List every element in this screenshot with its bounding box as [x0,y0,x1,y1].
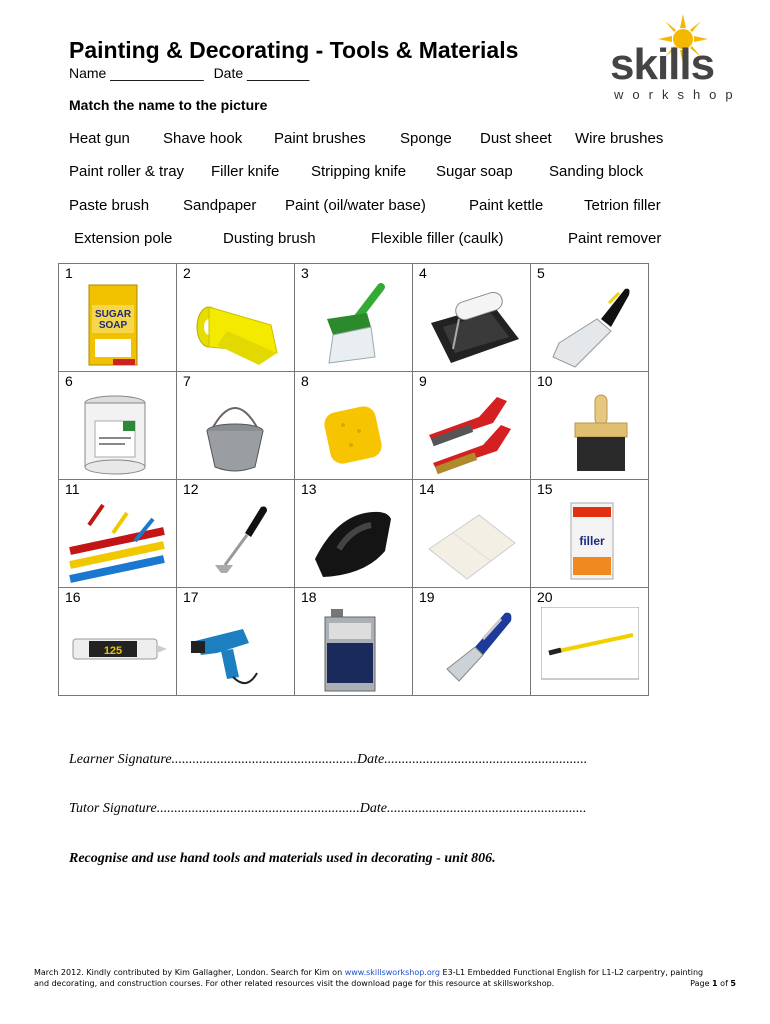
word-shave-hook: Shave hook [163,130,243,147]
cell-number: 13 [301,481,317,497]
word-filler-knife: Filler knife [211,163,280,180]
page-current: 1 [712,979,718,988]
sugar-soap-label: SUGAR SOAP [94,309,132,331]
grid-cell-14 [413,480,531,588]
cell-number: 16 [65,589,81,605]
footer-link[interactable]: www.skillsworkshop.org [344,968,440,977]
heat-gun-icon [187,607,285,693]
paint-brushes-icon [69,499,167,585]
page-label: Page [690,979,713,988]
logo-main-text: skills [610,40,715,89]
word-stripping-knife: Stripping knife [311,163,407,180]
grid-cell-16 [59,588,177,696]
paste-brush-icon [305,283,403,369]
cell-number: 12 [183,481,199,497]
footer-text-3: and decorating, and construction courses. For other related resources visit the download page for this resource at skillsworkshop. [34,979,555,988]
word-paint-kettle: Paint kettle [469,197,544,214]
grid-cell-10 [531,372,649,480]
unit-statement: Recognise and use hand tools and materials used in decorating - unit 806. [69,851,496,866]
paint-tin-icon [69,391,167,477]
filler-knife-icon [541,283,639,369]
grid-cell-6 [59,372,177,480]
cell-number: 20 [537,589,553,605]
footer-text-2: E3-L1 Embedded Functional English for L1-L2 carpentry, painting [440,968,704,977]
grid-cell-20 [531,588,649,696]
sugar-soap-box-icon [69,283,167,369]
wire-brushes-icon [423,391,521,477]
cell-number: 17 [183,589,199,605]
filler-label: filler [579,534,605,548]
cell-number: 10 [537,373,553,389]
cell-number: 2 [183,265,191,281]
footer-text-1: March 2012. Kindly contributed by Kim Gallagher, London. Search for Kim on [34,968,345,977]
caulk-label: 125 [103,645,123,657]
page-of: of [717,979,731,988]
paint-roller-tray-icon [423,283,521,369]
grid-cell-3 [295,264,413,372]
word-sponge: Sponge [400,130,452,147]
cell-number: 18 [301,589,317,605]
page-number [690,979,736,988]
word-sanding-block: Sanding block [549,163,644,180]
cell-number: 5 [537,265,545,281]
word-paint-brushes: Paint brushes [274,130,366,147]
instruction: Match the name to the picture [69,97,268,113]
logo-sub-text: workshop [614,87,742,102]
word-paint-roller: Paint roller & tray [69,163,185,180]
word-paste-brush: Paste brush [69,197,150,214]
word-paint-remover: Paint remover [568,230,662,247]
cell-number: 4 [419,265,427,281]
word-paint: Paint (oil/water base) [285,197,426,214]
cell-number: 14 [419,481,435,497]
skills-workshop-logo [606,14,756,104]
grid-cell-19 [413,588,531,696]
picture-grid [58,263,649,696]
word-dusting-brush: Dusting brush [223,230,316,247]
page-title: Painting & Decorating - Tools & Materials [69,37,519,63]
dusting-brush-icon [541,391,639,477]
grid-cell-18 [295,588,413,696]
word-flexible-filler: Flexible filler (caulk) [371,230,504,247]
tutor-signature-line[interactable]: Tutor Signature..........................................................Date......................................................... [69,801,587,816]
sponge-icon [305,391,403,477]
cell-number: 8 [301,373,309,389]
extension-pole-icon [541,607,639,693]
cell-number: 7 [183,373,191,389]
page-total: 5 [730,979,736,988]
sandpaper-roll-icon [187,283,285,369]
cell-number: 19 [419,589,435,605]
grid-cell-11 [59,480,177,588]
word-wire-brushes: Wire brushes [575,130,664,147]
grid-cell-7 [177,372,295,480]
shave-hook-icon [187,499,285,585]
name-field[interactable] [69,65,309,81]
cell-number: 11 [65,481,80,497]
grid-cell-2 [177,264,295,372]
date-label: Date ________ [213,65,310,81]
word-dust-sheet: Dust sheet [480,130,552,147]
word-sandpaper: Sandpaper [183,197,257,214]
grid-cell-5 [531,264,649,372]
cell-number: 15 [537,481,553,497]
sanding-block-icon [305,499,403,585]
word-extension-pole: Extension pole [74,230,173,247]
word-heat-gun: Heat gun [69,130,130,147]
word-sugar-soap: Sugar soap [436,163,513,180]
grid-cell-4 [413,264,531,372]
cell-number: 9 [419,373,427,389]
stripping-knife-icon [423,607,521,693]
tetrion-filler-icon [541,499,639,585]
caulk-tube-icon [69,607,167,693]
paint-kettle-icon [187,391,285,477]
footer [34,968,744,988]
cell-number: 6 [65,373,73,389]
learner-signature-line[interactable]: Learner Signature.....................................................Date.......................................................... [69,752,588,767]
grid-cell-12 [177,480,295,588]
grid-cell-1 [59,264,177,372]
word-tetrion-filler: Tetrion filler [584,197,661,214]
grid-cell-17 [177,588,295,696]
grid-cell-15 [531,480,649,588]
dust-sheet-icon [423,499,521,585]
cell-number: 1 [65,265,73,281]
paint-remover-can-icon [305,607,403,693]
name-label: Name ____________ [69,65,204,81]
grid-cell-8 [295,372,413,480]
grid-cell-9 [413,372,531,480]
cell-number: 3 [301,265,309,281]
grid-cell-13 [295,480,413,588]
